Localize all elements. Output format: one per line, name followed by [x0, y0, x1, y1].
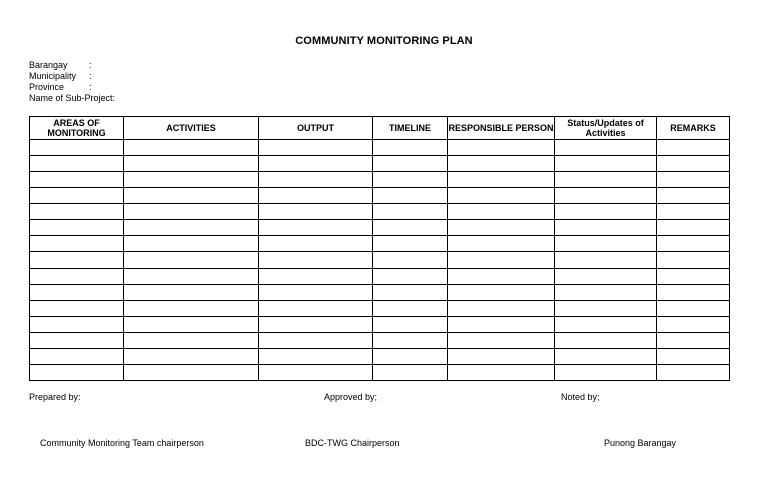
- table-cell[interactable]: [373, 156, 448, 172]
- table-cell[interactable]: [373, 332, 448, 348]
- table-cell[interactable]: [555, 284, 657, 300]
- table-cell[interactable]: [124, 172, 259, 188]
- table-cell[interactable]: [448, 140, 555, 156]
- table-cell[interactable]: [30, 140, 124, 156]
- table-row: [30, 332, 730, 348]
- table-cell[interactable]: [373, 268, 448, 284]
- table-cell[interactable]: [124, 268, 259, 284]
- table-cell[interactable]: [657, 348, 730, 364]
- table-cell[interactable]: [124, 332, 259, 348]
- table-cell[interactable]: [448, 316, 555, 332]
- table-cell[interactable]: [259, 236, 373, 252]
- table-cell[interactable]: [373, 204, 448, 220]
- table-cell[interactable]: [30, 332, 124, 348]
- table-cell[interactable]: [448, 204, 555, 220]
- table-row: [30, 220, 730, 236]
- table-row: [30, 236, 730, 252]
- table-row: [30, 156, 730, 172]
- field-separator: :: [89, 60, 92, 70]
- table-cell[interactable]: [30, 284, 124, 300]
- table-row: [30, 252, 730, 268]
- table-cell[interactable]: [555, 300, 657, 316]
- page-title: COMMUNITY MONITORING PLAN: [295, 35, 473, 47]
- table-row: [30, 316, 730, 332]
- table-cell[interactable]: [259, 316, 373, 332]
- noted-by-label: Noted by;: [561, 392, 600, 402]
- table-row: [30, 268, 730, 284]
- column-header-timeline: TIMELINE: [373, 117, 448, 140]
- table-cell[interactable]: [448, 172, 555, 188]
- table-cell[interactable]: [555, 188, 657, 204]
- table-cell[interactable]: [259, 284, 373, 300]
- table-cell[interactable]: [259, 300, 373, 316]
- table-cell[interactable]: [373, 172, 448, 188]
- table-cell[interactable]: [373, 300, 448, 316]
- table-cell[interactable]: [259, 140, 373, 156]
- table-cell[interactable]: [259, 332, 373, 348]
- table-cell[interactable]: [448, 220, 555, 236]
- field-label: Municipality: [29, 71, 77, 81]
- table-row: [30, 364, 730, 380]
- table-cell[interactable]: [657, 188, 730, 204]
- table-cell[interactable]: [657, 364, 730, 380]
- approved-by-role: BDC-TWG Chairperson: [305, 438, 400, 448]
- table-cell[interactable]: [555, 236, 657, 252]
- table-cell[interactable]: [448, 188, 555, 204]
- table-cell[interactable]: [124, 204, 259, 220]
- table-cell[interactable]: [30, 204, 124, 220]
- column-header-output: OUTPUT: [259, 117, 373, 140]
- table-cell[interactable]: [259, 172, 373, 188]
- column-header-remarks: REMARKS: [657, 117, 730, 140]
- table-cell[interactable]: [30, 188, 124, 204]
- table-cell[interactable]: [30, 236, 124, 252]
- table-cell[interactable]: [555, 268, 657, 284]
- table-cell[interactable]: [373, 220, 448, 236]
- table-cell[interactable]: [373, 348, 448, 364]
- table-cell[interactable]: [657, 172, 730, 188]
- table-cell[interactable]: [30, 348, 124, 364]
- table-cell[interactable]: [555, 316, 657, 332]
- table-cell[interactable]: [259, 204, 373, 220]
- table-cell[interactable]: [30, 156, 124, 172]
- table-cell[interactable]: [124, 348, 259, 364]
- table-cell[interactable]: [448, 364, 555, 380]
- table-cell[interactable]: [259, 156, 373, 172]
- table-cell[interactable]: [657, 156, 730, 172]
- table-cell[interactable]: [259, 348, 373, 364]
- table-cell[interactable]: [657, 140, 730, 156]
- table-cell[interactable]: [448, 348, 555, 364]
- table-cell[interactable]: [259, 252, 373, 268]
- table-cell[interactable]: [657, 300, 730, 316]
- field-separator: :: [89, 82, 92, 92]
- table-cell[interactable]: [657, 236, 730, 252]
- table-cell[interactable]: [657, 332, 730, 348]
- header-fields: [29, 60, 119, 104]
- column-header-activities: ACTIVITIES: [124, 117, 259, 140]
- table-cell[interactable]: [373, 252, 448, 268]
- table-cell[interactable]: [373, 236, 448, 252]
- table-cell[interactable]: [448, 156, 555, 172]
- table-cell[interactable]: [259, 268, 373, 284]
- table-row: [30, 140, 730, 156]
- table-cell[interactable]: [124, 284, 259, 300]
- monitoring-plan-table: [29, 116, 730, 381]
- table-cell[interactable]: [657, 268, 730, 284]
- table-cell[interactable]: [657, 316, 730, 332]
- table-cell[interactable]: [373, 316, 448, 332]
- table-cell[interactable]: [555, 172, 657, 188]
- table-cell[interactable]: [259, 364, 373, 380]
- table-cell[interactable]: [448, 268, 555, 284]
- table-cell[interactable]: [448, 300, 555, 316]
- table-cell[interactable]: [555, 348, 657, 364]
- prepared-by-label: Prepared by:: [29, 392, 81, 402]
- table-row: [30, 204, 730, 220]
- field-label: Barangay: [29, 60, 68, 70]
- table-cell[interactable]: [657, 204, 730, 220]
- table-cell[interactable]: [30, 220, 124, 236]
- field-municipality: [29, 71, 119, 82]
- table-cell[interactable]: [124, 156, 259, 172]
- table-cell[interactable]: [373, 364, 448, 380]
- table-cell[interactable]: [124, 140, 259, 156]
- table-cell[interactable]: [124, 252, 259, 268]
- table-body: [30, 140, 730, 381]
- table-cell[interactable]: [259, 188, 373, 204]
- table-cell[interactable]: [30, 252, 124, 268]
- table-cell[interactable]: [448, 284, 555, 300]
- table-cell[interactable]: [555, 220, 657, 236]
- table-cell[interactable]: [373, 284, 448, 300]
- field-barangay: [29, 60, 119, 71]
- table-cell[interactable]: [30, 300, 124, 316]
- table-cell[interactable]: [30, 364, 124, 380]
- field-province: [29, 82, 119, 93]
- table-cell[interactable]: [555, 252, 657, 268]
- table-row: [30, 188, 730, 204]
- field-label: Province: [29, 82, 65, 92]
- table-row: [30, 348, 730, 364]
- table-cell[interactable]: [448, 252, 555, 268]
- table-cell[interactable]: [555, 332, 657, 348]
- table-cell[interactable]: [555, 204, 657, 220]
- column-header-areas: AREAS OF MONITORING: [30, 117, 124, 140]
- column-header-responsible: RESPONSIBLE PERSON: [448, 117, 555, 140]
- table-cell[interactable]: [30, 268, 124, 284]
- column-header-status: Status/Updates of Activities: [555, 117, 657, 140]
- table-cell[interactable]: [30, 172, 124, 188]
- field-separator: :: [89, 71, 92, 81]
- table-cell[interactable]: [555, 156, 657, 172]
- prepared-by-role: Community Monitoring Team chairperson: [40, 438, 204, 448]
- table-cell[interactable]: [124, 364, 259, 380]
- table-cell[interactable]: [124, 316, 259, 332]
- table-cell[interactable]: [657, 220, 730, 236]
- table-cell[interactable]: [555, 364, 657, 380]
- field-sub-project: [29, 93, 119, 104]
- approved-by-label: Approved by;: [324, 392, 378, 402]
- table-header-row: [30, 117, 730, 140]
- table-cell[interactable]: [373, 140, 448, 156]
- table-cell[interactable]: [657, 284, 730, 300]
- table-cell[interactable]: [555, 140, 657, 156]
- table-cell[interactable]: [657, 252, 730, 268]
- table-row: [30, 284, 730, 300]
- table-cell[interactable]: [259, 220, 373, 236]
- table-cell[interactable]: [124, 188, 259, 204]
- table-cell[interactable]: [30, 316, 124, 332]
- table-cell[interactable]: [124, 300, 259, 316]
- table-cell[interactable]: [124, 220, 259, 236]
- table-cell[interactable]: [448, 236, 555, 252]
- table-cell[interactable]: [448, 332, 555, 348]
- table-row: [30, 300, 730, 316]
- noted-by-role: Punong Barangay: [604, 438, 677, 448]
- field-label: Name of Sub-Project:: [29, 93, 116, 103]
- table-cell[interactable]: [373, 188, 448, 204]
- table-cell[interactable]: [124, 236, 259, 252]
- table-row: [30, 172, 730, 188]
